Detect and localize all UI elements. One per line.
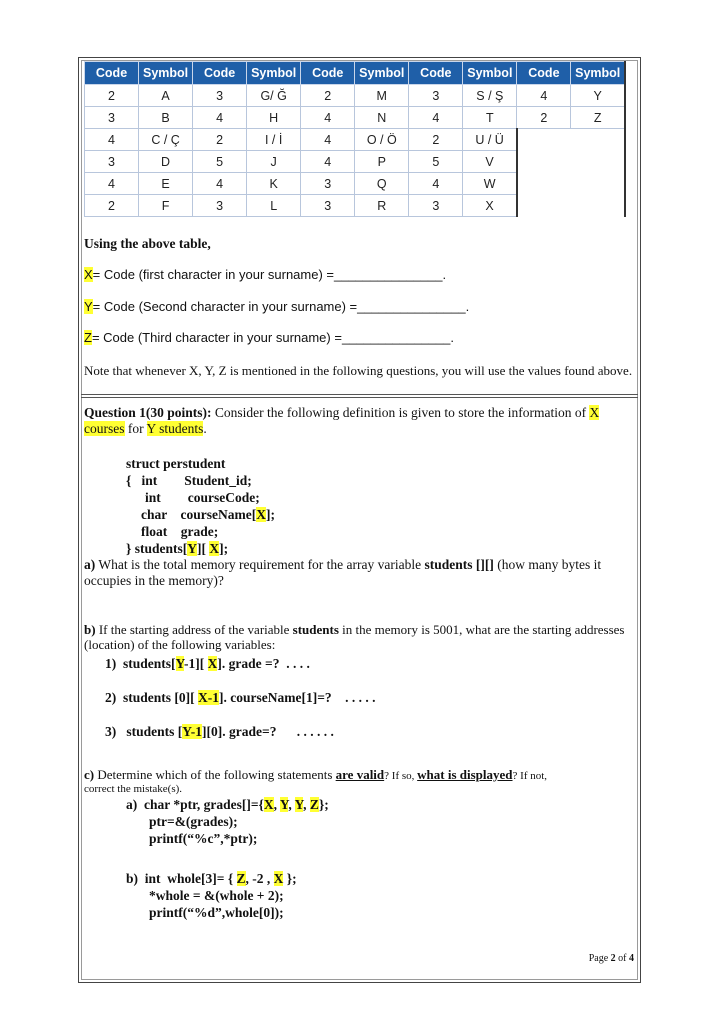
table-cell: 4 [301,129,355,151]
table-cell: Q [355,173,409,195]
code-a-c2: , [288,797,295,812]
table-cell: C / Ç [139,129,193,151]
code-a-line-2: ptr=&(grades); [149,814,238,829]
table-cell: 3 [85,107,139,129]
table-cell-empty [517,173,625,195]
table-cell: S / Ş [463,85,517,107]
part-b-label: b) [84,622,96,637]
x-definition [84,267,446,283]
z-definition [84,330,454,346]
table-cell: O / Ö [355,129,409,151]
table-cell: 3 [193,195,247,217]
code-b-l1a: int whole[3]= { [144,871,237,886]
item-hl-1: Y-1 [182,724,203,739]
table-cell: Y [571,85,625,107]
table-cell: I / İ [247,129,301,151]
struct-line-6a: } students[ [126,541,188,556]
z-text: = Code (Third character in your surname) =_______________. [91,330,455,345]
table-cell: W [463,173,517,195]
table-row [85,173,626,195]
code-a-l1a: char *ptr, grades[]={ [144,797,264,812]
part-c-text [84,767,636,784]
y-var: Y [84,299,93,314]
table-cell: 4 [301,151,355,173]
table-cell: J [247,151,301,173]
page-current: 2 [610,953,616,964]
table-cell: 3 [301,173,355,195]
table-cell: K [247,173,301,195]
table-cell: 3 [85,151,139,173]
page-number [589,953,634,964]
question1-text-b: for [124,421,147,436]
table-cell: X [463,195,517,217]
table-row [85,151,626,173]
y-definition [84,299,469,315]
part-c-text2: ? If so, [384,770,418,782]
part-b-text2: in the memory is 5001, what are the starting addresses (location) of the following variables: [84,622,625,652]
table-header-row [85,62,626,85]
code-b-line-3: printf(“%d”,whole[0]); [149,905,284,920]
table-header: Symbol [571,62,625,85]
item-num: 1) [105,656,117,671]
table-cell: N [355,107,409,129]
part-b-bold: students [292,622,339,637]
table-cell: D [139,151,193,173]
code-a-c1: , [273,797,280,812]
part-c-text1: Determine which of the following statements [94,767,336,782]
section-divider [81,394,638,395]
table-header: Symbol [463,62,517,85]
struct-y: Y [187,541,197,556]
item-hl-1: X-1 [198,690,220,705]
hl-x-courses: X courses [84,405,600,436]
struct-x2: X [209,541,220,556]
table-cell: Z [571,107,625,129]
code-b-z: Z [236,871,246,886]
table-cell: 4 [409,107,463,129]
question1-text-c: . [203,421,207,436]
table-cell: 2 [193,129,247,151]
code-a-line-1 [126,797,329,813]
intro-heading: Using the above table, [84,236,211,251]
part-a-text [84,557,636,589]
part-a-text2: (how many bytes it occupies in the memory)? [84,557,602,588]
code-b-x: X [273,871,284,886]
table-cell: 5 [193,151,247,173]
item-pre: students[ [123,656,176,671]
code-a-y2: Y [294,797,304,812]
table-cell: 4 [517,85,571,107]
table-cell: 2 [517,107,571,129]
table-header: Symbol [139,62,193,85]
code-a-label: a) [126,797,138,812]
table-row [85,195,626,217]
struct-line-6 [126,541,228,557]
y-text: = Code (Second character in your surname) =_______________. [92,299,470,314]
table-row [85,107,626,129]
code-b-mid: , -2 , [245,871,274,886]
note-text: Note that whenever X, Y, Z is mentioned in the following questions, you will use the values found above. [84,363,633,378]
table-cell: H [247,107,301,129]
page-total: 4 [629,953,634,964]
part-b-text [84,622,636,652]
part-c-underline-1: are valid [335,767,385,782]
table-cell: T [463,107,517,129]
table-cell: G/ Ğ [247,85,301,107]
part-b-item-1 [105,656,310,672]
struct-line-3: int courseCode; [145,490,260,505]
code-a-y1: Y [279,797,289,812]
table-cell: B [139,107,193,129]
part-b-text1: If the starting address of the variable [95,622,293,637]
table-cell: 4 [301,107,355,129]
x-var: X [84,267,93,282]
table-header: Code [409,62,463,85]
section-divider-2 [81,397,638,398]
table-cell: V [463,151,517,173]
table-cell: 3 [193,85,247,107]
code-b-line-1 [126,871,297,887]
part-c-underline-2: what is displayed [417,767,513,782]
table-cell: P [355,151,409,173]
page-of: of [615,953,629,964]
hl-y-students: Y students [146,421,204,436]
table-header: Code [517,62,571,85]
code-a-x: X [263,797,274,812]
table-row [85,129,626,151]
struct-line-5: float grade; [141,524,219,539]
table-cell: A [139,85,193,107]
code-b-line-2: *whole = &(whole + 2); [149,888,284,903]
z-var: Z [84,330,92,345]
table-cell-empty [517,129,625,151]
table-cell-empty [517,195,625,217]
item-pre: students [0][ [123,690,199,705]
table-header: Symbol [247,62,301,85]
table-row [85,85,626,107]
table-cell: 2 [85,85,139,107]
table-cell: 4 [409,173,463,195]
table-header: Code [193,62,247,85]
part-a-bold: students [][] [424,557,494,572]
code-symbol-table [84,61,626,217]
item-pre: students [ [126,724,183,739]
table-cell: 4 [85,129,139,151]
table-header: Code [301,62,355,85]
code-a-line-3: printf(“%c”,*ptr); [149,831,258,846]
table-cell: 2 [409,129,463,151]
item-mid: -1][ [184,656,208,671]
struct-x: X [256,507,266,522]
table-cell: 4 [193,107,247,129]
question1-title: Question 1(30 points): [84,405,212,420]
table-cell: E [139,173,193,195]
struct-line-2: { int Student_id; [126,473,252,488]
item-mid: ][0]. grade=? . . . . . . [202,724,334,739]
x-text: = Code (first character in your surname) =_______________. [92,267,447,282]
table-cell-empty [517,151,625,173]
struct-line-1: struct perstudent [126,456,226,471]
table-cell: M [355,85,409,107]
item-hl-1: Y [175,656,185,671]
struct-line-4a: char courseName[ [141,507,257,522]
question1-prompt [84,405,634,437]
table-cell: 3 [409,85,463,107]
table-cell: 4 [85,173,139,195]
struct-line-4b: ]; [265,507,275,522]
table-cell: R [355,195,409,217]
table-cell: 5 [409,151,463,173]
item-hl-2: X [207,656,218,671]
item-post: ]. grade =? . . . . [217,656,310,671]
table-cell: 4 [193,173,247,195]
struct-line-6c: ]; [219,541,229,556]
table-cell: F [139,195,193,217]
struct-line-6b: ][ [196,541,210,556]
table-cell: U / Ü [463,129,517,151]
table-cell: L [247,195,301,217]
part-c-label: c) [84,767,95,782]
item-num: 2) [105,690,117,705]
code-b-label: b) [126,871,139,886]
table-cell: 2 [85,195,139,217]
item-mid: ]. courseName[1]=? . . . . . [219,690,376,705]
code-b-end: }; [283,871,297,886]
table-cell: 3 [409,195,463,217]
table-cell: 2 [301,85,355,107]
question1-text-a: Consider the following definition is given to store the information of [211,405,590,420]
table-header: Symbol [355,62,409,85]
part-c-text3: ? If not, [512,770,548,782]
part-a-text1: What is the total memory requirement for the array variable [95,557,425,572]
part-c-text4: correct the mistake(s). [84,783,183,795]
code-a-z: Z [309,797,319,812]
part-a-label: a) [84,557,96,572]
item-num: 3) [105,724,117,739]
part-b-item-3 [105,724,334,740]
page-label: Page [588,953,611,964]
table-cell: 3 [301,195,355,217]
code-a-c3: , [303,797,310,812]
table-header: Code [85,62,139,85]
struct-line-4 [141,507,275,523]
code-a-end: }; [318,797,329,812]
part-b-item-2 [105,690,376,706]
